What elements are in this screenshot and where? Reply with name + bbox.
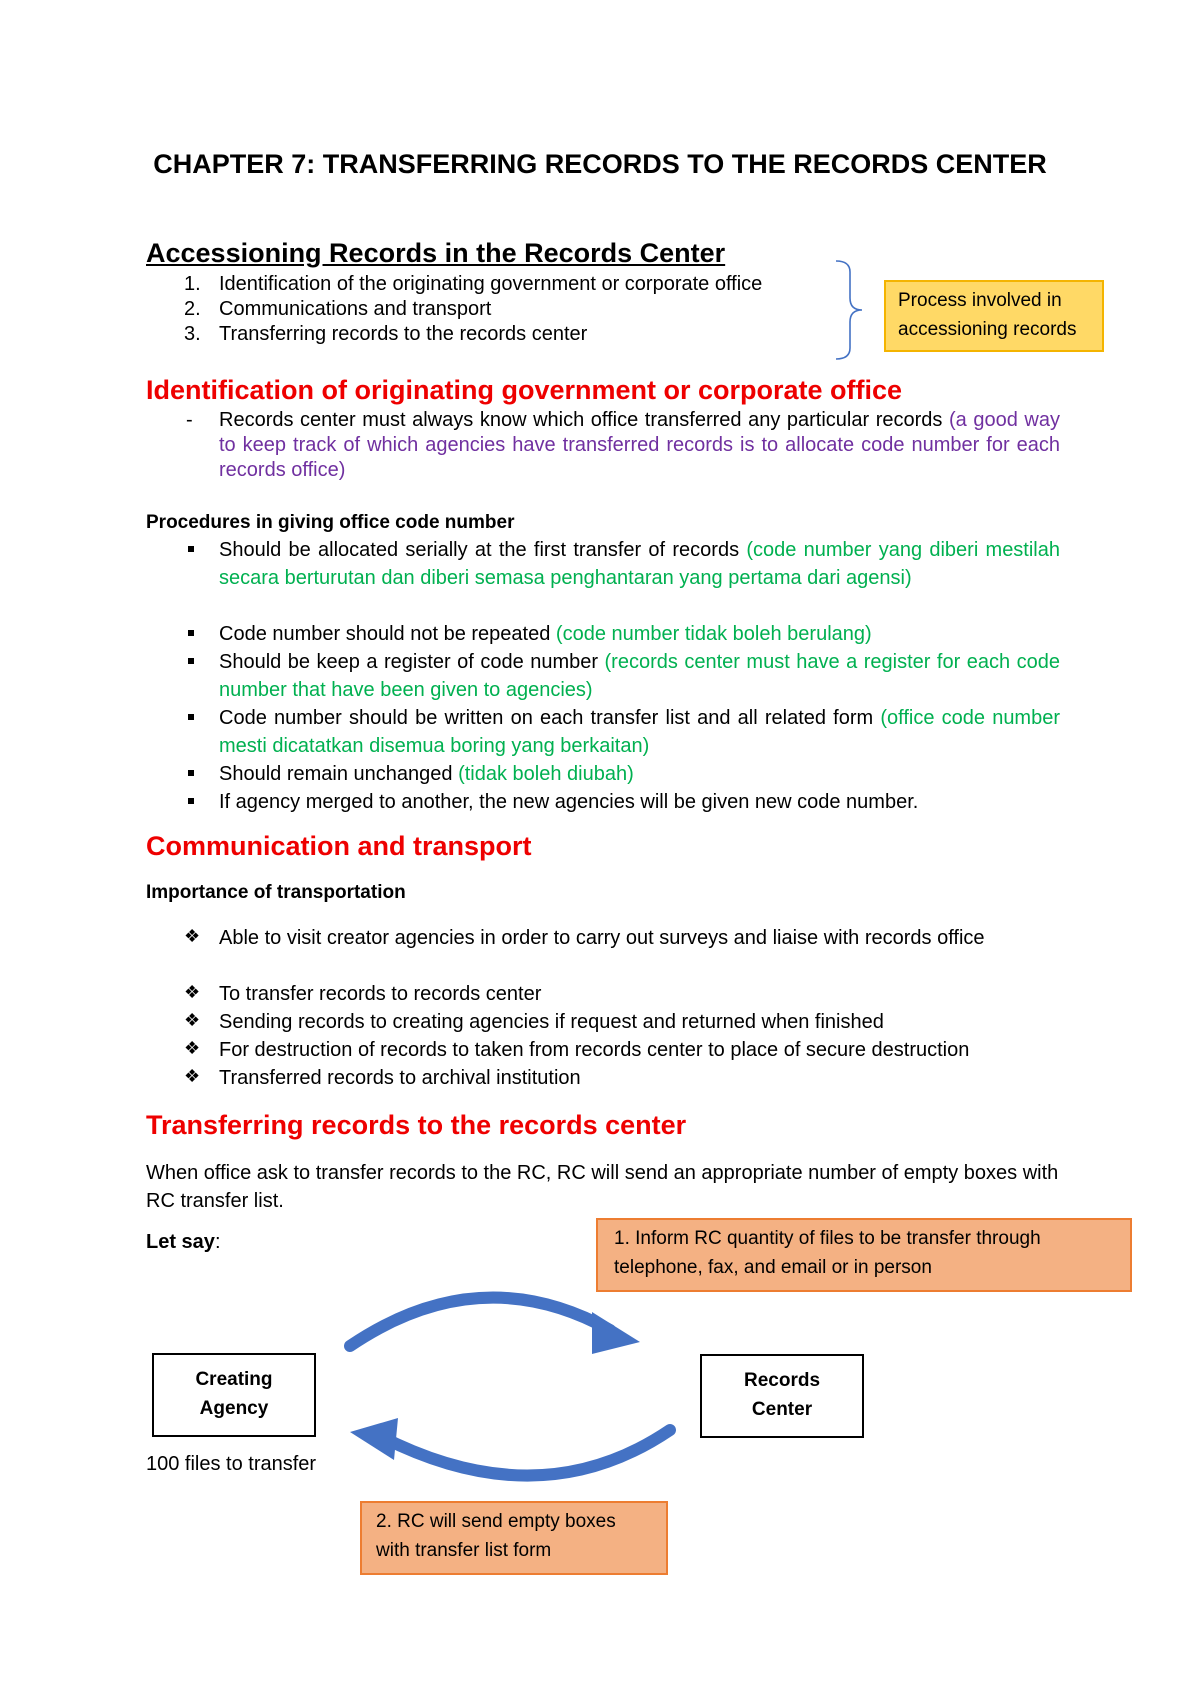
procedure-item (0, 536, 1100, 616)
list-item (0, 924, 1100, 980)
list-text: Transferring records to the records center (219, 323, 588, 345)
records-center-box (700, 1354, 864, 1438)
list-number: 2. (184, 298, 201, 320)
procedure-note: (code number yang diberi mestilah secara berturutan dan diberi semasa penghantaran yang pertama dari agensi) (219, 539, 1061, 589)
left-caption: 100 files to transfer (146, 1453, 317, 1475)
step1-box: 1. Inform RC quantity of files to be transfer through telephone, fax, and email or in person (596, 1218, 1132, 1292)
list-item (0, 1008, 1100, 1036)
diamond-bullet-icon: ❖ (184, 1010, 201, 1030)
diamond-bullet-icon: ❖ (184, 1066, 201, 1086)
procedure-text: Code number should be written on each transfer list and all related form (219, 707, 874, 729)
list-text: Communications and transport (219, 298, 492, 320)
let-say-label: Let say (146, 1231, 215, 1253)
list-item (0, 322, 850, 347)
procedures-heading: Procedures in giving office code number (146, 512, 515, 533)
procedure-note: (code number tidak boleh berulang) (555, 623, 872, 645)
list-item (0, 297, 850, 322)
dash-bullet: - (186, 409, 193, 431)
creating-agency-line1: Creating (195, 1369, 273, 1390)
procedure-item (0, 760, 1100, 788)
procedure-item (0, 648, 1100, 704)
procedure-text: Should remain unchanged (219, 763, 453, 785)
accessioning-heading: Accessioning Records in the Records Center (146, 238, 726, 268)
transferring-paragraph: When office ask to transfer records to the RC, RC will send an appropriate number of empty boxes with RC transfer list. (146, 1162, 1059, 1212)
creating-agency-line2: Agency (199, 1398, 269, 1419)
list-item (0, 1036, 1100, 1064)
identification-note: (a good way to keep track of which agencies have transferred records is to allocate code number for each records office) (219, 409, 1060, 481)
communication-heading: Communication and transport (146, 831, 532, 861)
communication-subheading: Importance of transportation (146, 882, 406, 903)
transferring-heading: Transferring records to the records center (146, 1110, 687, 1140)
procedure-paragraph (219, 704, 1060, 760)
square-bullet-icon (188, 714, 194, 720)
page-title: CHAPTER 7: TRANSFERRING RECORDS TO THE RECORDS CENTER (153, 149, 1047, 179)
list-item (0, 272, 850, 297)
diamond-bullet-icon: ❖ (184, 926, 201, 946)
list-text: Identification of the originating government or corporate office (219, 273, 763, 295)
procedure-item (0, 704, 1100, 760)
identification-paragraph (219, 408, 1060, 483)
let-say-line (146, 1230, 221, 1255)
procedure-item (0, 620, 1100, 648)
procedure-note: (records center must have a register for each code number that have been given to agencies) (219, 651, 1060, 701)
records-center-line2: Center (751, 1399, 813, 1420)
procedure-text: Should be keep a register of code number (219, 651, 599, 673)
list-item (0, 1064, 1100, 1092)
list-number: 3. (184, 323, 201, 345)
diamond-bullet-icon: ❖ (184, 982, 201, 1002)
procedure-text: If agency merged to another, the new agencies will be given new code number. (219, 791, 919, 813)
records-center-line1: Records (743, 1370, 821, 1391)
square-bullet-icon (188, 658, 194, 664)
procedure-paragraph (219, 536, 1060, 592)
square-bullet-icon (188, 546, 194, 552)
diamond-bullet-icon: ❖ (184, 1038, 201, 1058)
list-text: Able to visit creator agencies in order to carry out surveys and liaise with records office (219, 927, 985, 949)
step2-box: 2. RC will send empty boxes with transfer list form (360, 1501, 668, 1575)
procedure-paragraph (219, 620, 1060, 648)
square-bullet-icon (188, 630, 194, 636)
procedure-item (0, 788, 1100, 816)
identification-heading: Identification of originating government or corporate office (146, 375, 903, 405)
procedure-note: (office code number mesti dicatatkan disemua boring yang berkaitan) (219, 707, 1061, 757)
square-bullet-icon (188, 770, 194, 776)
procedure-note: (tidak boleh diubah) (458, 763, 634, 785)
procedure-paragraph (219, 788, 1060, 816)
procedure-text: Should be allocated serially at the first transfer of records (219, 539, 740, 561)
identification-item (0, 408, 1100, 484)
square-bullet-icon (188, 798, 194, 804)
list-text: For destruction of records to taken from records center to place of secure destruction (219, 1039, 970, 1061)
cycle-arrows-icon (330, 1268, 690, 1518)
creating-agency-box (152, 1353, 316, 1437)
accessioning-note: Process involved in accessioning records (884, 280, 1104, 352)
identification-text: Records center must always know which office transferred any particular records (219, 409, 943, 431)
let-say-colon: : (214, 1231, 221, 1253)
procedure-paragraph (219, 648, 1060, 704)
procedure-text: Code number should not be repeated (219, 623, 551, 645)
list-text: To transfer records to records center (219, 983, 542, 1005)
list-number: 1. (184, 273, 201, 295)
brace-icon (830, 258, 870, 362)
list-text: Sending records to creating agencies if request and returned when finished (219, 1011, 884, 1033)
list-item (0, 980, 1100, 1008)
list-text: Transferred records to archival institution (219, 1067, 581, 1089)
procedure-paragraph (219, 760, 1060, 788)
